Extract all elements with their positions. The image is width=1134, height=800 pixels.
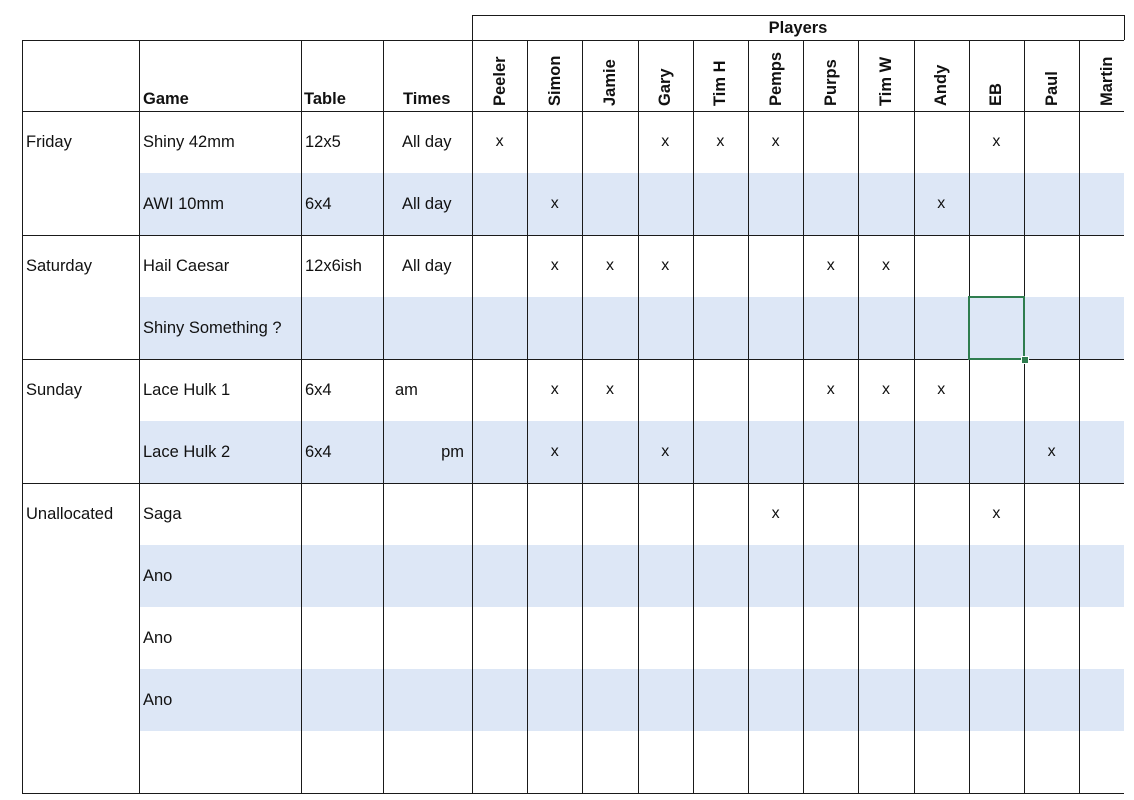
table-row[interactable] (139, 483, 1124, 545)
time-cell[interactable]: pm (441, 443, 464, 461)
table-row[interactable] (139, 359, 1124, 421)
table-size-cell[interactable]: 12x6ish (305, 257, 362, 275)
player-mark[interactable]: x (661, 133, 670, 150)
game-cell[interactable]: AWI 10mm (143, 195, 224, 213)
game-cell[interactable]: Hail Caesar (143, 257, 230, 275)
game-cell[interactable]: Ano (143, 629, 173, 647)
player-header: Purps (821, 59, 840, 106)
player-mark[interactable]: x (550, 381, 559, 398)
player-mark[interactable]: x (826, 257, 835, 274)
game-cell[interactable]: Shiny 42mm (143, 133, 235, 151)
times-column-header: Times (403, 90, 451, 108)
player-mark[interactable]: x (882, 257, 890, 274)
player-header: Pemps (766, 51, 785, 106)
player-mark[interactable]: x (937, 195, 946, 212)
player-mark[interactable]: x (937, 381, 946, 398)
game-cell[interactable]: Saga (143, 505, 182, 523)
day-label: Friday (26, 133, 72, 151)
player-header: Peeler (490, 56, 509, 106)
game-column-header: Game (143, 90, 189, 108)
table-size-cell[interactable]: 6x4 (305, 381, 332, 399)
player-header: Jamie (601, 59, 619, 106)
game-cell[interactable]: Lace Hulk 1 (143, 381, 231, 399)
player-header: Tim W (877, 56, 895, 106)
player-mark[interactable]: x (550, 195, 559, 212)
player-mark[interactable]: x (716, 133, 725, 150)
player-mark[interactable]: x (661, 443, 670, 460)
day-label: Unallocated (26, 505, 114, 523)
player-mark[interactable]: x (992, 505, 1001, 522)
fill-handle[interactable] (1021, 356, 1029, 364)
header-top-border (22, 40, 1124, 41)
day-label: Sunday (26, 381, 82, 399)
player-mark[interactable]: x (661, 257, 670, 274)
player-mark[interactable]: x (882, 381, 890, 398)
table-size-cell[interactable]: 6x4 (305, 195, 332, 213)
time-cell[interactable]: am (395, 381, 418, 399)
player-header: Simon (545, 55, 564, 106)
players-header-top-border (472, 15, 1124, 16)
player-mark[interactable]: x (826, 381, 835, 398)
table-row[interactable] (139, 111, 1124, 173)
player-mark[interactable]: x (606, 381, 614, 398)
player-mark[interactable]: x (771, 505, 780, 522)
table-size-cell[interactable]: 6x4 (305, 443, 332, 461)
player-header: Gary (656, 68, 675, 106)
player-mark[interactable]: x (495, 133, 504, 150)
player-header: Martin (1097, 56, 1116, 106)
time-cell[interactable]: All day (402, 133, 452, 151)
game-cell[interactable]: Ano (143, 567, 173, 585)
day-label: Saturday (26, 257, 93, 275)
player-mark[interactable]: x (550, 443, 559, 460)
sheet-bottom-border (22, 793, 1124, 794)
table-column-header: Table (304, 90, 346, 108)
table-size-cell[interactable]: 12x5 (305, 133, 341, 151)
table-row[interactable] (139, 173, 1124, 235)
table-row[interactable] (139, 669, 1124, 731)
player-header: EB (987, 83, 1006, 106)
player-header: Tim H (711, 60, 730, 106)
player-mark[interactable]: x (550, 257, 559, 274)
player-header: Paul (1042, 71, 1061, 106)
players-header-right-border (1124, 15, 1125, 40)
time-cell[interactable]: All day (402, 257, 452, 275)
players-group-header: Players (768, 19, 828, 37)
game-cell[interactable]: Shiny Something ? (143, 319, 282, 337)
table-row[interactable] (139, 545, 1124, 607)
player-mark[interactable]: x (606, 257, 614, 274)
table-row[interactable] (139, 731, 1124, 793)
table-row[interactable] (139, 235, 1124, 297)
column-divider (22, 40, 23, 793)
time-cell[interactable]: All day (402, 195, 452, 213)
game-cell[interactable]: Lace Hulk 2 (143, 443, 231, 461)
table-row[interactable] (139, 607, 1124, 669)
player-header: Andy (932, 64, 951, 106)
game-cell[interactable]: Ano (143, 691, 173, 709)
table-row[interactable] (139, 421, 1124, 483)
selected-cell[interactable] (968, 296, 1025, 360)
player-mark[interactable]: x (771, 133, 780, 150)
player-mark[interactable]: x (1047, 443, 1056, 460)
player-mark[interactable]: x (992, 133, 1001, 150)
